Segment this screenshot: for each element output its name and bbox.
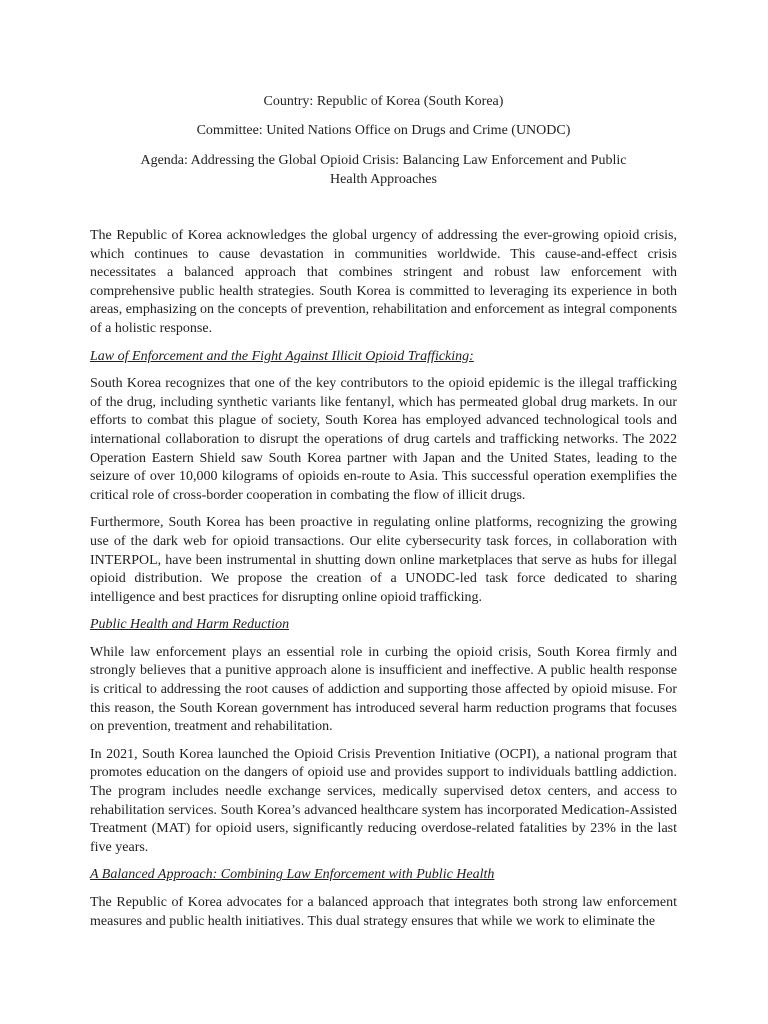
agenda-line: Agenda: Addressing the Global Opioid Crisis: Balancing Law Enforcement and Public Health Approaches: [140, 153, 627, 187]
paragraph-online-platforms: Furthermore, South Korea has been proactive in regulating online platforms, recognizing the growing use of the dark web for opioid transactions. Our elite cybersecurity task forces, in collaboration with INTERPOL, have been instrumental in shutting down online marketplaces that serve as hubs for illegal opioid distribution. We propose the creation of a UNODC-led task force dedicated to sharing intelligence and best practices for disrupting online opioid trafficking.: [90, 515, 677, 605]
document-body: [90, 227, 677, 940]
committee-line: Committee: United Nations Office on Drugs and Crime (UNODC): [196, 123, 571, 138]
paragraph-ocpi: In 2021, South Korea launched the Opioid Crisis Prevention Initiative (OCPI), a national program that promotes education on the dangers of opioid use and provides support to individuals battling addiction. The program includes needle exchange services, medically supervised detox centers, and access to rehabilitation services. South Korea’s advanced healthcare system has incorporated Medication-Assisted Treatment (MAT) for opioid users, significantly reducing overdose-related fatalities by 23% in the last five years.: [90, 746, 677, 855]
section-heading-law-enforcement: Law of Enforcement and the Fight Against Illicit Opioid Trafficking:: [90, 348, 474, 364]
paragraph-balanced-approach: The Republic of Korea advocates for a balanced approach that integrates both strong law enforcement measures and public health initiatives. This dual strategy ensures that while we work to eliminate the: [90, 895, 677, 929]
section-heading-public-health: Public Health and Harm Reduction: [90, 617, 290, 633]
section-heading-balanced-approach: A Balanced Approach: Combining Law Enforcement with Public Health: [90, 867, 495, 883]
intro-paragraph: The Republic of Korea acknowledges the global urgency of addressing the ever-growing opioid crisis, which continues to cause devastation in communities worldwide. This cause-and-effect crisis necessitates a balanced approach that combines stringent and robust law enforcement with comprehensive public health strategies. South Korea is committed to leveraging its experience in both areas, emphasizing on the concepts of prevention, rehabilitation and enforcement as integral components of a holistic response.: [90, 228, 678, 336]
country-line: Country: Republic of Korea (South Korea): [263, 94, 504, 109]
paragraph-harm-reduction: While law enforcement plays an essential role in curbing the opioid crisis, South Korea firmly and strongly believes that a punitive approach alone is insufficient and ineffective. A public health response is critical to addressing the root causes of addiction and supporting those affected by opioid misuse. For this reason, the South Korean government has introduced several harm reduction programs that focuses on prevention, treatment and rehabilitation.: [90, 644, 677, 735]
paragraph-trafficking: South Korea recognizes that one of the key contributors to the opioid epidemic is the illegal trafficking of the drug, including synthetic variants like fentanyl, which has permeated global drug markets. In our efforts to combat this plague of society, South Korea has employed advanced technological tools and international collaboration to disrupt the operations of drug cartels and trafficking networks. The 2022 Operation Eastern Shield saw South Korea partner with Japan and the United States, leading to the seizure of over 10,000 kilograms of opioids en-route to Asia. This successful operation exemplifies the critical role of cross-border cooperation in combating the flow of illicit drugs.: [90, 376, 677, 503]
